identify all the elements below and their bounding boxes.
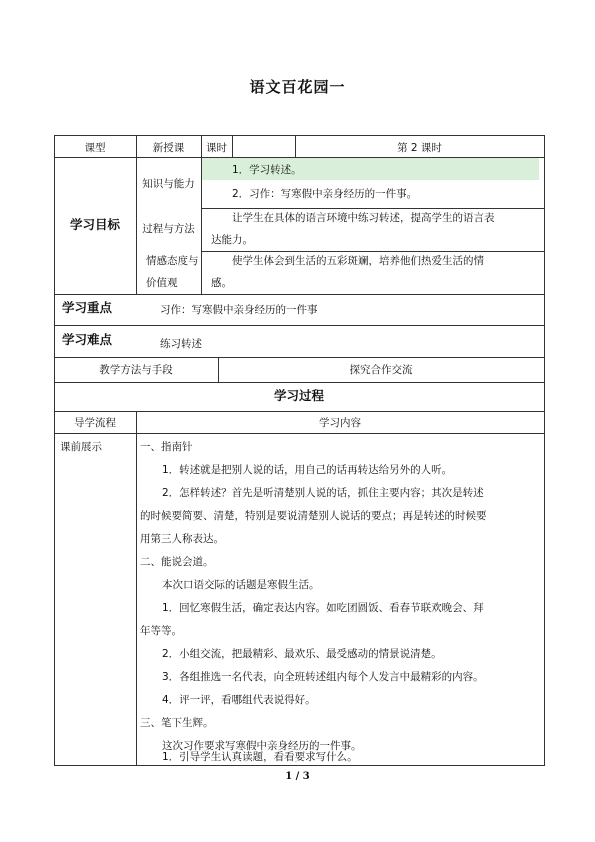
knowledge-line-1: 1．学习转述。: [232, 164, 302, 176]
methods-label: 教学方法与手段: [99, 364, 173, 376]
process-line-2: 达能力。: [211, 234, 253, 246]
header-type-value: 新授课: [152, 142, 185, 154]
emotion-label-line-2: 价值观: [146, 277, 178, 289]
pre-class-line: 1．回忆寒假生活，确定表达内容。如吃团圆饭、看春节联欢晚会、拜: [162, 602, 484, 614]
key-point-text: 习作：写寒假中亲身经历的一件事: [160, 304, 318, 316]
page-title: 语文百花园一: [249, 78, 346, 96]
pre-class-line: 3．各组推选一名代表，向全班转述组内每个人发言中最精彩的内容。: [162, 671, 484, 683]
process-line-1: 让学生在具体的语言环境中练习转述，提高学生的语言表: [232, 212, 495, 224]
content-header: 学习内容: [319, 417, 361, 429]
process-method-label: 过程与方法: [142, 223, 195, 235]
objectives-label: 学习目标: [69, 217, 120, 232]
pre-class-label: 课前展示: [60, 441, 102, 453]
pre-class-line: 二、能说会道。: [140, 556, 214, 568]
pre-class-line: 4．评一评，看哪组代表说得好。: [162, 694, 316, 706]
pre-class-line: 用第三人称表达。: [140, 533, 224, 545]
difficulty-text: 练习转述: [160, 338, 202, 350]
pre-class-line: 1．引导学生认真读题，看看要求写什么。: [162, 751, 358, 763]
process-heading: 学习过程: [273, 388, 324, 403]
pre-class-line: 的时候要简要、清楚，特别是要说清楚别人说话的要点；再是转述的时候要: [140, 510, 487, 522]
header-period-value: 第 2 课时: [397, 142, 442, 154]
pre-class-line: 2．小组交流，把最精彩、最欢乐、最受感动的情景说清楚。: [162, 648, 442, 660]
header-period-label: 课时: [206, 142, 227, 154]
emotion-line-2: 感。: [211, 277, 232, 289]
header-type-label: 课型: [84, 142, 106, 154]
emotion-label-line-1: 情感态度与: [146, 255, 199, 267]
methods-value: 探究合作交流: [349, 364, 413, 376]
emotion-line-1: 使学生体会到生活的五彩斑斓，培养他们热爱生活的情: [232, 255, 484, 267]
pre-class-line: 三、笔下生辉。: [140, 717, 214, 729]
knowledge-line-2: 2．习作：写寒假中亲身经历的一件事。: [232, 188, 418, 200]
pre-class-line: 2．怎样转述？首先是听清楚别人说的话，抓住主要内容；其次是转述: [162, 487, 484, 499]
flow-header: 导学流程: [74, 417, 116, 429]
pre-class-line: 这次习作要求写寒假中亲身经历的一件事。: [162, 740, 362, 752]
pre-class-line: 一、指南针: [140, 441, 193, 453]
key-point-label: 学习重点: [62, 300, 113, 315]
pre-class-line: 1．转述就是把别人说的话，用自己的话再转达给另外的人听。: [162, 464, 453, 476]
knowledge-label: 知识与能力: [142, 178, 195, 190]
page-number: 1 / 3: [285, 771, 310, 782]
difficulty-label: 学习难点: [62, 332, 113, 347]
pre-class-line: 本次口语交际的话题是寒假生活。: [162, 579, 320, 591]
pre-class-line: 年等等。: [140, 625, 182, 637]
